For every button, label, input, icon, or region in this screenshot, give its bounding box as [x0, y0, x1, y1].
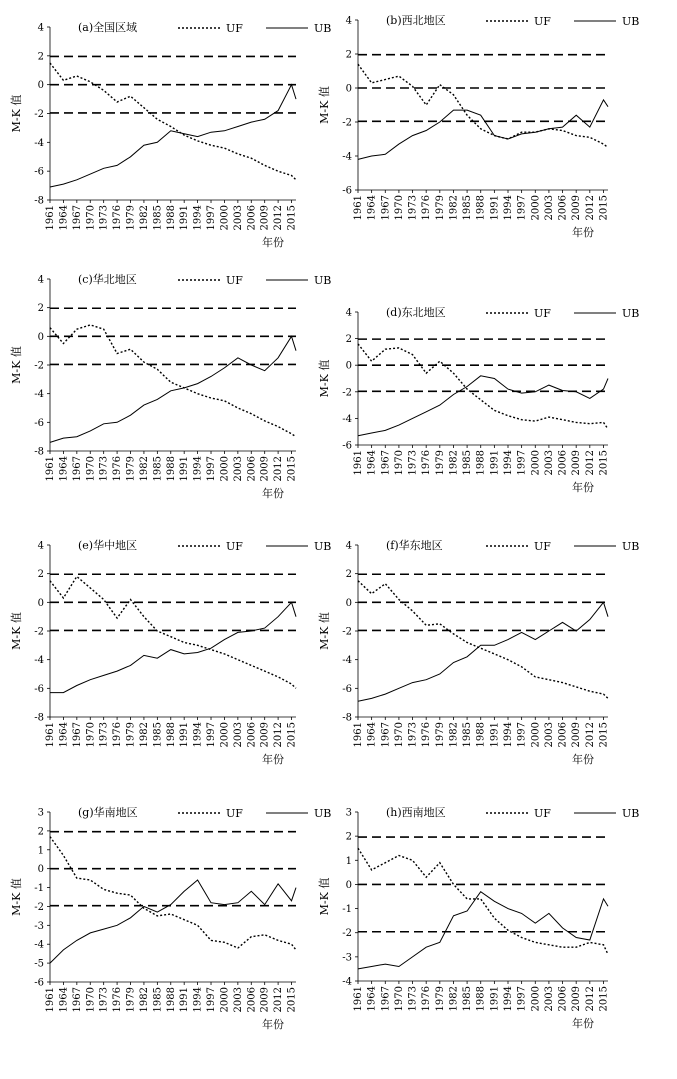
x-tick-label: 2012	[584, 722, 596, 748]
series-line-ub	[358, 602, 608, 701]
y-tick-label: -6	[34, 977, 44, 989]
x-tick-label: 1976	[112, 456, 124, 482]
y-tick-label: -6	[34, 166, 44, 178]
x-tick-label: 1985	[462, 722, 474, 748]
x-tick-label: 1997	[206, 456, 218, 482]
x-tick-label: 1988	[475, 450, 487, 476]
x-tick-label: 2015	[598, 450, 610, 476]
panel-title: (h)西南地区	[386, 806, 446, 819]
x-tick-label: 2003	[232, 722, 244, 748]
x-tick-label: 1988	[165, 456, 177, 482]
x-tick-label: 1970	[393, 195, 405, 221]
y-tick-label: -2	[342, 117, 352, 129]
x-tick-label: 1967	[380, 195, 392, 221]
x-tick-label: 1976	[421, 195, 433, 221]
panel-title: (b)西北地区	[386, 14, 446, 27]
y-tick-label: -2	[342, 928, 352, 940]
legend-label-ub: UB	[314, 540, 332, 553]
y-tick-label: -2	[34, 109, 44, 120]
y-tick-label: 3	[37, 807, 44, 819]
x-tick-label: 1991	[489, 722, 501, 748]
y-tick-label: 0	[345, 360, 352, 372]
x-tick-label: 2006	[557, 450, 569, 476]
x-tick-label: 1973	[407, 450, 419, 476]
x-tick-label: 1979	[125, 722, 137, 748]
legend-label-uf: UF	[226, 274, 243, 287]
y-tick-label: 2	[37, 51, 44, 63]
y-tick-label: -1	[34, 883, 44, 895]
y-tick-label: -8	[34, 712, 44, 724]
x-axis-label: 年份	[572, 481, 594, 494]
x-tick-label: 2012	[273, 987, 285, 1013]
panel-4	[317, 305, 639, 494]
x-tick-label: 1970	[85, 456, 97, 482]
x-tick-label: 2009	[571, 986, 583, 1012]
y-axis-label: M-K 值	[10, 612, 23, 650]
y-axis-label: M-K 值	[318, 86, 331, 124]
x-tick-label: 1988	[475, 986, 487, 1012]
x-tick-label: 2000	[530, 195, 542, 221]
x-tick-label: 1988	[165, 987, 177, 1013]
y-tick-label: -4	[342, 413, 352, 425]
panel-3	[9, 272, 331, 500]
x-tick-label: 1970	[85, 205, 97, 231]
y-tick-label: -2	[342, 387, 352, 399]
x-tick-label: 1982	[448, 450, 460, 476]
x-tick-label: 1967	[71, 456, 83, 482]
y-tick-label: -4	[342, 151, 352, 163]
y-tick-label: 2	[345, 334, 352, 346]
y-tick-label: -6	[34, 683, 44, 695]
y-tick-label: -6	[342, 440, 352, 452]
y-tick-label: 0	[37, 80, 44, 92]
y-tick-label: -4	[34, 389, 44, 401]
x-tick-label: 2006	[246, 987, 258, 1013]
y-tick-label: 2	[37, 826, 44, 838]
x-tick-label: 1970	[393, 986, 405, 1012]
y-tick-label: -3	[342, 952, 352, 964]
x-tick-label: 1967	[71, 205, 83, 231]
x-tick-label: 1964	[58, 722, 70, 748]
y-tick-label: -6	[342, 185, 352, 197]
x-tick-label: 1973	[407, 722, 419, 748]
x-tick-label: 1976	[112, 722, 124, 748]
x-tick-label: 1994	[192, 205, 204, 231]
x-tick-label: 1970	[393, 450, 405, 476]
y-tick-label: 0	[345, 879, 352, 891]
y-tick-label: 4	[37, 22, 44, 34]
x-tick-label: 1982	[138, 205, 150, 231]
y-tick-label: -6	[34, 417, 44, 429]
x-tick-label: 2015	[286, 987, 298, 1013]
x-tick-label: 1961	[353, 195, 364, 221]
x-tick-label: 1973	[98, 987, 110, 1013]
x-tick-label: 1994	[192, 987, 204, 1013]
panel-title: (d)东北地区	[386, 306, 446, 319]
x-tick-label: 1961	[353, 450, 364, 476]
legend-label-ub: UB	[622, 807, 640, 820]
x-tick-label: 1964	[58, 205, 70, 231]
x-tick-label: 1985	[152, 987, 164, 1013]
panel-title: (f)华东地区	[386, 539, 443, 552]
x-tick-label: 2003	[232, 987, 244, 1013]
x-tick-label: 1991	[179, 987, 191, 1013]
panel-2	[317, 13, 639, 239]
x-tick-label: 2006	[246, 722, 258, 748]
x-tick-label: 1985	[462, 986, 474, 1012]
y-axis-label: M-K 值	[318, 877, 331, 916]
y-tick-label: 2	[345, 831, 352, 843]
y-tick-label: -4	[34, 655, 44, 667]
legend-label-ub: UB	[622, 15, 640, 28]
y-tick-label: -5	[34, 958, 44, 970]
x-axis-label: 年份	[262, 1018, 284, 1031]
x-tick-label: 1967	[380, 986, 392, 1012]
x-tick-label: 2003	[543, 722, 555, 748]
x-tick-label: 1982	[138, 722, 150, 748]
y-tick-label: 1	[345, 855, 352, 867]
x-tick-label: 1976	[421, 722, 433, 748]
panel-1	[9, 20, 331, 249]
x-tick-label: 2003	[232, 456, 244, 482]
x-tick-label: 1964	[366, 986, 378, 1012]
x-tick-label: 1994	[192, 722, 204, 748]
x-tick-label: 2009	[259, 722, 271, 748]
panel-title: (a)全国区域	[78, 21, 138, 34]
y-tick-label: 0	[345, 83, 352, 95]
y-tick-label: 1	[37, 845, 44, 857]
y-tick-label: -8	[34, 195, 44, 207]
series-line-uf	[358, 344, 608, 429]
x-tick-label: 2000	[530, 986, 542, 1012]
x-tick-label: 1982	[448, 195, 460, 221]
x-tick-label: 2015	[286, 456, 298, 482]
panel-5	[9, 538, 331, 766]
legend-label-uf: UF	[534, 15, 551, 28]
x-tick-label: 1964	[366, 195, 378, 221]
series-line-uf	[50, 837, 296, 950]
x-tick-label: 1991	[489, 986, 501, 1012]
series-line-uf	[50, 63, 296, 180]
x-tick-label: 2000	[530, 450, 542, 476]
x-tick-label: 1985	[152, 205, 164, 231]
x-tick-label: 1973	[407, 986, 419, 1012]
x-tick-label: 1979	[125, 205, 137, 231]
x-tick-label: 1979	[434, 986, 446, 1012]
legend-label-ub: UB	[314, 22, 332, 35]
x-tick-label: 2012	[273, 205, 285, 231]
x-tick-label: 1985	[462, 450, 474, 476]
legend-label-ub: UB	[314, 274, 332, 287]
x-tick-label: 1997	[206, 987, 218, 1013]
x-tick-label: 1997	[516, 986, 528, 1012]
x-tick-label: 2012	[584, 450, 596, 476]
series-line-uf	[358, 848, 608, 954]
x-tick-label: 2006	[557, 986, 569, 1012]
panel-8	[317, 805, 639, 1030]
y-axis-label: M-K 值	[10, 94, 23, 133]
x-tick-label: 1991	[179, 456, 191, 482]
x-tick-label: 1976	[421, 986, 433, 1012]
x-tick-label: 1976	[112, 987, 124, 1013]
x-axis-label: 年份	[262, 753, 284, 766]
x-tick-label: 1985	[462, 195, 474, 221]
x-tick-label: 2006	[557, 195, 569, 221]
y-tick-label: 2	[37, 569, 44, 581]
x-tick-label: 1997	[516, 450, 528, 476]
legend-label-uf: UF	[226, 22, 243, 35]
x-tick-label: 2015	[286, 205, 298, 231]
x-tick-label: 2009	[571, 722, 583, 748]
x-tick-label: 1967	[380, 450, 392, 476]
panel-title: (g)华南地区	[78, 806, 138, 819]
series-line-uf	[50, 325, 296, 437]
x-tick-label: 2006	[557, 722, 569, 748]
x-tick-label: 1961	[45, 205, 56, 231]
panel-6	[317, 538, 639, 766]
y-tick-label: 0	[37, 597, 44, 609]
x-tick-label: 1967	[71, 987, 83, 1013]
y-axis-label: M-K 值	[10, 878, 23, 916]
y-tick-label: 4	[345, 540, 352, 552]
x-tick-label: 2009	[259, 456, 271, 482]
y-tick-label: 0	[345, 597, 352, 609]
y-tick-label: -2	[34, 360, 44, 372]
x-tick-label: 1982	[138, 987, 150, 1013]
x-tick-label: 1961	[353, 722, 364, 748]
x-tick-label: 2015	[598, 195, 610, 221]
x-tick-label: 1961	[45, 987, 56, 1013]
x-tick-label: 1988	[475, 195, 487, 221]
x-tick-label: 1970	[85, 987, 97, 1013]
x-tick-label: 1982	[138, 456, 150, 482]
x-tick-label: 1967	[380, 722, 392, 748]
y-tick-label: -6	[342, 683, 352, 695]
series-line-uf	[358, 64, 608, 147]
x-tick-label: 1994	[503, 195, 514, 221]
y-tick-label: 4	[345, 307, 352, 319]
x-tick-label: 1961	[45, 722, 56, 748]
y-tick-label: 4	[345, 15, 352, 27]
x-tick-label: 1994	[192, 456, 204, 482]
x-tick-label: 1991	[179, 205, 191, 231]
y-tick-label: 2	[345, 569, 352, 581]
x-tick-label: 1988	[475, 722, 487, 748]
x-tick-label: 2003	[543, 986, 555, 1012]
x-tick-label: 1976	[421, 450, 433, 476]
y-tick-label: 4	[37, 274, 44, 286]
y-tick-label: 3	[345, 807, 352, 819]
x-tick-label: 1979	[125, 456, 137, 482]
y-axis-label: M-K 值	[318, 359, 331, 398]
x-tick-label: 1994	[503, 986, 514, 1012]
x-tick-label: 1982	[448, 986, 460, 1012]
x-tick-label: 1991	[489, 195, 501, 221]
y-tick-label: -3	[34, 920, 44, 932]
y-tick-label: -4	[342, 655, 352, 667]
panel-7	[9, 805, 331, 1031]
x-tick-label: 2015	[598, 722, 610, 748]
x-tick-label: 2009	[259, 987, 271, 1013]
x-axis-label: 年份	[572, 753, 594, 766]
x-tick-label: 1991	[179, 722, 191, 748]
x-tick-label: 1997	[516, 722, 528, 748]
x-tick-label: 2000	[219, 722, 231, 748]
x-tick-label: 1967	[71, 722, 83, 748]
x-tick-label: 2009	[259, 205, 271, 231]
legend-label-uf: UF	[534, 540, 551, 553]
x-tick-label: 1982	[448, 722, 460, 748]
x-tick-label: 1985	[152, 456, 164, 482]
y-tick-label: -4	[34, 137, 44, 149]
x-tick-label: 1973	[98, 722, 110, 748]
x-tick-label: 1979	[125, 987, 137, 1013]
y-tick-label: 2	[345, 49, 352, 61]
y-tick-label: -4	[34, 939, 44, 951]
x-tick-label: 2003	[232, 205, 244, 231]
x-tick-label: 1994	[503, 450, 514, 476]
panel-title: (e)华中地区	[78, 539, 138, 552]
x-tick-label: 2015	[598, 986, 610, 1012]
x-axis-label: 年份	[262, 236, 284, 249]
y-tick-label: -2	[34, 626, 44, 638]
x-tick-label: 2000	[219, 987, 231, 1013]
x-tick-label: 1961	[353, 986, 364, 1012]
x-tick-label: 2012	[273, 456, 285, 482]
y-tick-label: -8	[34, 446, 44, 458]
x-tick-label: 1976	[112, 205, 124, 231]
x-tick-label: 2000	[219, 205, 231, 231]
x-tick-label: 1973	[407, 195, 419, 221]
series-line-ub	[50, 85, 296, 187]
x-tick-label: 2000	[219, 456, 231, 482]
legend-label-ub: UB	[622, 307, 640, 320]
x-tick-label: 1970	[393, 722, 405, 748]
x-tick-label: 1973	[98, 456, 110, 482]
y-tick-label: -8	[342, 712, 352, 724]
series-line-ub	[50, 336, 296, 442]
x-tick-label: 1997	[206, 722, 218, 748]
legend-label-ub: UB	[314, 807, 332, 820]
legend-label-uf: UF	[534, 307, 551, 320]
x-tick-label: 1979	[434, 450, 446, 476]
x-tick-label: 2003	[543, 450, 555, 476]
y-tick-label: 2	[37, 303, 44, 315]
x-tick-label: 1988	[165, 722, 177, 748]
x-tick-label: 1997	[206, 205, 218, 231]
y-tick-label: -2	[34, 901, 44, 913]
legend-label-uf: UF	[226, 807, 243, 820]
y-tick-label: -2	[342, 626, 352, 638]
y-axis-label: M-K 值	[10, 346, 23, 384]
x-axis-label: 年份	[572, 226, 594, 239]
legend-label-ub: UB	[622, 540, 640, 553]
x-tick-label: 2012	[584, 986, 596, 1012]
x-tick-label: 2006	[246, 456, 258, 482]
legend-label-uf: UF	[534, 807, 551, 820]
y-tick-label: 4	[37, 540, 44, 552]
series-line-ub	[358, 376, 608, 436]
x-tick-label: 2012	[584, 195, 596, 221]
panel-title: (c)华北地区	[78, 273, 137, 286]
x-tick-label: 2006	[246, 204, 258, 231]
x-tick-label: 1988	[165, 205, 177, 231]
x-tick-label: 1991	[489, 450, 501, 476]
series-line-uf	[358, 581, 608, 699]
x-tick-label: 1964	[366, 722, 378, 748]
series-line-ub	[358, 100, 608, 159]
series-line-ub	[50, 602, 296, 692]
x-tick-label: 1970	[85, 722, 97, 748]
series-line-ub	[50, 880, 296, 963]
x-axis-label: 年份	[572, 1017, 594, 1030]
x-tick-label: 1973	[98, 205, 110, 231]
series-line-uf	[50, 577, 296, 689]
x-tick-label: 2009	[571, 450, 583, 476]
x-tick-label: 1964	[366, 450, 378, 476]
x-axis-label: 年份	[262, 487, 284, 500]
x-tick-label: 2003	[543, 195, 555, 221]
x-tick-label: 1994	[503, 722, 514, 748]
x-tick-label: 1979	[434, 722, 446, 748]
y-tick-label: -4	[342, 976, 352, 988]
x-tick-label: 1997	[516, 195, 528, 221]
y-tick-label: 0	[37, 864, 44, 876]
y-tick-label: 0	[37, 331, 44, 343]
x-tick-label: 2012	[273, 722, 285, 748]
x-tick-label: 1964	[58, 987, 70, 1013]
x-tick-label: 1961	[45, 456, 56, 482]
y-tick-label: -1	[342, 904, 352, 916]
legend-label-uf: UF	[226, 540, 243, 553]
x-tick-label: 2015	[286, 722, 298, 748]
x-tick-label: 1964	[58, 456, 70, 482]
x-tick-label: 2009	[571, 195, 583, 221]
x-tick-label: 1985	[152, 722, 164, 748]
x-tick-label: 1979	[434, 195, 446, 221]
x-tick-label: 2000	[530, 722, 542, 748]
y-axis-label: M-K 值	[318, 612, 331, 650]
